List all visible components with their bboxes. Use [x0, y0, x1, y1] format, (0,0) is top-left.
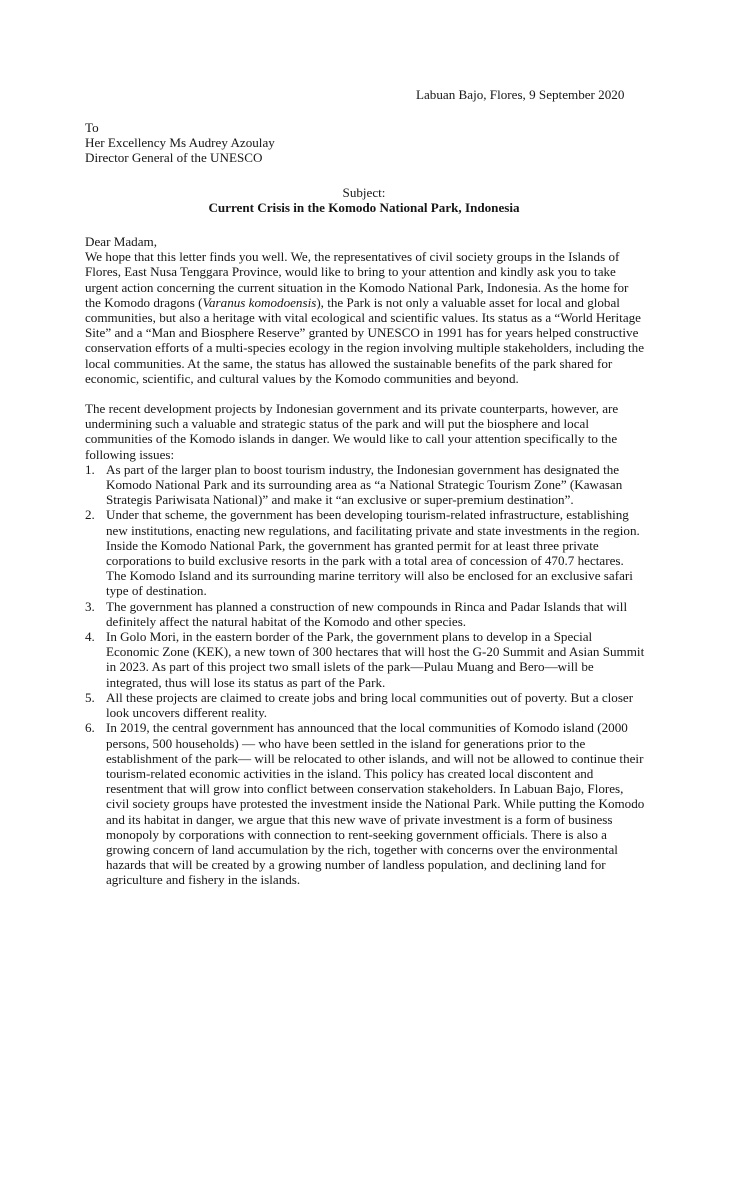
list-item-text: In Golo Mori, in the eastern border of the Park, the government plans to develop in a Special Economic Zone (KEK), a new town of 300 hectares that will host the G-20 Summit and Asian Summit in 2023. As part of this project two small islets of the park—Pulau Muang and Bero—will be integrated, thus will lose its status as part of the Park. — [106, 629, 645, 690]
list-item-text: In 2019, the central government has announced that the local communities of Komodo island (2000 persons, 500 households) — who have been settled in the island for generations prior to the establishment of the park— will be relocated to other islands, and will not be allowed to continue their tourism-related economic activities in the island. This policy has created local discontent and resentment that will grow into conflict between conservation stakeholders. In Labuan Bajo, Flores, civil society groups have protested the investment inside the National Park. While putting the Komodo and its habitat in danger, we argue that this new wave of private investment is a form of business monopoly by corporations with connection to rent-seeking government officials. There is also a growing concern of land accumulation by the rich, together with concerns over the environmental hazards that will be created by a growing number of landless population, and declining land for agriculture and fishery in the islands. — [106, 720, 645, 888]
list-item-text: Under that scheme, the government has been developing tourism-related infrastructure, establishing new institutions, enacting new regulations, and facilitating private and state investments in the region. Inside the Komodo National Park, the government has granted permit for at least three private corporations to build exclusive resorts in the park with a total area of concession of 470.7 hectares. The Komodo Island and its surrounding marine territory will also be enclosed for an exclusive safari type of destination. — [106, 507, 640, 599]
place-date: Labuan Bajo, Flores, 9 September 2020 — [416, 87, 625, 102]
letter-body — [85, 234, 645, 888]
list-item-number: 4. — [85, 629, 95, 645]
list-item-number: 5. — [85, 689, 95, 705]
list-item-text: All these projects are claimed to create jobs and bring local communities out of poverty. But a closer look uncovers different reality. — [106, 689, 634, 721]
paragraph-intro — [85, 249, 645, 386]
list-item — [85, 599, 645, 629]
list-item — [85, 507, 645, 598]
species-name: Varanus komodoensis — [202, 294, 317, 310]
list-item — [85, 629, 645, 690]
list-item-text: As part of the larger plan to boost tourism industry, the Indonesian government has designated the Komodo National Park and its surrounding area as “a National Strategic Tourism Zone” (Kawasan Strategis Pariwisata National)” and make it “an exclusive or super-premium destination”. — [106, 461, 623, 508]
list-item — [85, 720, 645, 887]
list-item-number: 6. — [85, 720, 95, 736]
recipient-to: To — [85, 120, 99, 135]
list-item — [85, 462, 645, 508]
paragraph-intro-text-1: We hope that this letter finds you well. We, the representatives of civil society groups in the Islands of Flores, East Nusa Tenggara Province, would like to bring to your attention and kindly ask you to take urgent action concerning the current situation in the Komodo National Park, Indonesia. As the home for the Komodo dragons ( — [85, 249, 629, 310]
recipient-block — [85, 120, 645, 166]
subject-label: Subject: — [342, 185, 386, 200]
list-item-number: 1. — [85, 461, 95, 477]
recipient-title: Director General of the UNESCO — [85, 150, 263, 166]
list-item-number: 2. — [85, 507, 95, 523]
paragraph-issues-intro: The recent development projects by Indonesian government and its private counterparts, however, are undermining such a valuable and strategic status of the park and will put the biosphere and local communities of the Komodo islands in danger. We would like to call your attention specifically to the following issues: — [85, 401, 619, 462]
salutation: Dear Madam, — [85, 234, 157, 249]
list-item-text: The government has planned a construction of new compounds in Rinca and Padar Islands that will definitely affect the natural habitat of the Komodo and other species. — [106, 598, 628, 629]
recipient-name: Her Excellency Ms Audrey Azoulay — [85, 135, 275, 151]
paragraph-intro-text-2: ), the Park is not only a valuable asset for local and global communities, but also a heritage with vital ecological and scientific values. Its status as a “World Heritage Site” and a “Man and Biosphere Reserve” granted by UNESCO in 1991 has for years helped constructive conservation efforts of a multi-species ecology in the region involving multiple stakeholders, including the local communities. At the same, the status has allowed the sustainable benefits of the park shared for economic, scientific, and cultural values by the Komodo communities and beyond. — [85, 294, 645, 386]
issues-list — [85, 462, 645, 888]
list-item-number: 3. — [85, 598, 95, 614]
list-item — [85, 690, 645, 720]
subject-block — [85, 185, 643, 215]
subject-title: Current Crisis in the Komodo National Park, Indonesia — [208, 200, 520, 216]
